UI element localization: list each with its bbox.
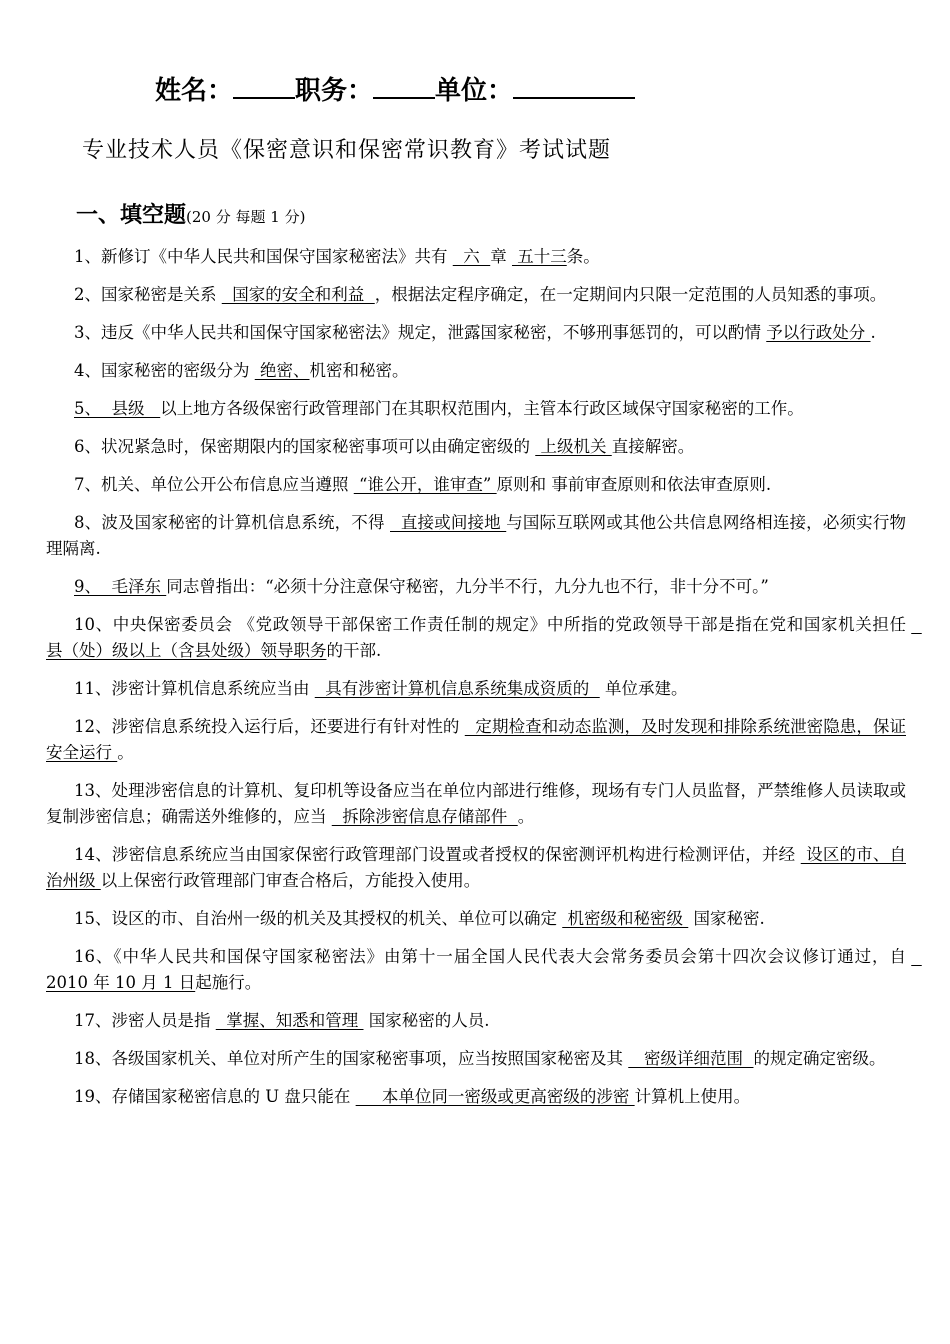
question-text: 19、存储国家秘密信息的 U 盘只能在 — [74, 1087, 356, 1106]
question-text: 计算机上使用。 — [634, 1087, 751, 1106]
answer-fill: 2010 年 10 月 1 日 — [46, 947, 922, 992]
section-heading-text: 一、填空题 — [76, 203, 187, 228]
question-text: 15、设区的市、自治州一级的机关及其授权的机关、单位可以确定 — [74, 909, 563, 928]
section-score-note: (20 分 每题 1 分) — [186, 208, 306, 226]
question-item — [46, 612, 922, 664]
question-text: 章 — [490, 247, 512, 266]
question-item — [46, 574, 906, 600]
question-item — [46, 1046, 906, 1072]
answer-fill: 机密级和秘密级 — [562, 909, 689, 928]
question-item — [46, 944, 922, 996]
question-text: 16、《中华人民共和国保守国家秘密法》由第十一届全国人民代表大会常务委员会第十四次会议修订通过，自 — [74, 947, 912, 966]
question-item — [46, 510, 906, 562]
question-item — [46, 472, 906, 498]
answer-fill: 拆除涉密信息存储部件 — [331, 807, 518, 826]
answer-fill: 绝密、 — [254, 361, 310, 380]
position-label: 职务： — [295, 76, 374, 106]
question-text: 机密和秘密。 — [309, 361, 409, 380]
question-text: 1、新修订《中华人民共和国保守国家秘密法》共有 — [74, 247, 453, 266]
question-item — [46, 906, 906, 932]
question-text: 12、涉密信息系统投入运行后，还要进行有针对性的 — [74, 717, 465, 736]
question-text: 单位承建。 — [599, 679, 688, 698]
question-item — [46, 396, 906, 422]
question-item — [46, 842, 906, 894]
question-text: 与国际互联网或其他公共信息网络相连接，必须实行物理隔离. — [46, 513, 906, 558]
exam-title: 专业技术人员《保密意识和保密常识教育》考试试题 — [82, 138, 612, 163]
question-list — [46, 244, 922, 1122]
question-item — [46, 358, 906, 384]
question-text: 18、各级国家机关、单位对所产生的国家秘密事项，应当按照国家秘密及其 — [74, 1049, 629, 1068]
answer-fill: 予以行政处分 — [766, 323, 871, 342]
answer-fill: 密级详细范围 — [628, 1049, 754, 1068]
question-text: ，根据法定程序确定，在一定期间内只限一定范围的人员知悉的事项。 — [374, 285, 887, 304]
question-item — [46, 244, 906, 270]
answer-fill: 具有涉密计算机信息系统集成资质的 — [314, 679, 600, 698]
section-heading — [76, 198, 305, 229]
name-blank[interactable] — [233, 75, 295, 99]
question-text: 起施行。 — [195, 973, 262, 992]
answer-fill: 县（处）级以上（含县处级）领导职务 — [46, 615, 922, 660]
answer-fill: 五十三 — [511, 247, 567, 266]
question-text: 2、国家秘密是关系 — [74, 285, 222, 304]
question-text: 直接解密。 — [611, 437, 695, 456]
answer-fill: 定期检查和动态监测，及时发现和排除系统泄密隐患，保证安全运行 — [46, 717, 906, 762]
question-text: 6、状况紧急时，保密期限内的国家秘密事项可以由确定密级的 — [74, 437, 536, 456]
question-text: 8、波及国家秘密的计算机信息系统，不得 — [74, 513, 391, 532]
answer-fill: 直接或间接地 — [390, 513, 507, 532]
answer-fill: 设区的市、自治州级 — [46, 845, 906, 890]
answer-fill: 5、 县级 — [74, 399, 161, 418]
question-text: 以上保密行政管理部门审查合格后，方能投入使用。 — [100, 871, 481, 890]
question-text: 条。 — [566, 247, 600, 266]
question-text: 的干部. — [326, 641, 382, 660]
question-text: 的规定确定密级。 — [753, 1049, 886, 1068]
question-text: 以上地方各级保密行政管理部门在其职权范围内，主管本行政区域保守国家秘密的工作。 — [160, 399, 804, 418]
question-item — [46, 1084, 906, 1110]
question-text: 原则和 事前审查原则和依法审查原则. — [496, 475, 772, 494]
answer-fill: 本单位同一密级或更高密级的涉密 — [355, 1087, 635, 1106]
question-item — [46, 320, 906, 346]
question-text: 。 — [517, 807, 535, 826]
question-text: 10、中央保密委员会 《党政领导干部保密工作责任制的规定》中所指的党政领导干部是指在党和国家机关担任 — [74, 615, 912, 634]
question-text: 4、国家秘密的密级分为 — [74, 361, 255, 380]
answer-fill: 9、 毛泽东 — [74, 577, 167, 596]
question-text: 14、涉密信息系统应当由国家保密行政管理部门设置或者授权的保密测评机构进行检测评估，并经 — [74, 845, 801, 864]
question-text: 17、涉密人员是指 — [74, 1011, 216, 1030]
question-text: 国家秘密. — [688, 909, 765, 928]
answer-fill: 掌握、知悉和管理 — [215, 1011, 364, 1030]
name-label: 姓名： — [155, 76, 234, 106]
question-text: 13、处理涉密信息的计算机、复印机等设备应当在单位内部进行维修，现场有专门人员监督，严禁维修人员读取或复制涉密信息；确需送外维修的，应当 — [46, 781, 906, 826]
question-item — [46, 1008, 906, 1034]
answer-fill: 国家的安全和利益 — [221, 285, 375, 304]
question-item — [46, 282, 906, 308]
question-item — [46, 434, 906, 460]
question-item — [46, 676, 906, 702]
unit-blank[interactable] — [513, 75, 635, 99]
question-item — [46, 714, 906, 766]
question-text: 。 — [117, 743, 134, 762]
question-text: 7、机关、单位公开公布信息应当遵照 — [74, 475, 354, 494]
question-item — [46, 778, 906, 830]
answer-fill: 上级机关 — [535, 437, 612, 456]
unit-label: 单位： — [435, 76, 514, 106]
question-text: 国家秘密的人员. — [363, 1011, 490, 1030]
question-text: 11、涉密计算机信息系统应当由 — [74, 679, 315, 698]
personal-info-header — [155, 70, 635, 107]
answer-fill: “谁公开，谁审查” — [353, 475, 497, 494]
question-text: 同志曾指出：“必须十分注意保守秘密，九分半不行，九分九也不行，非十分不可。” — [166, 577, 769, 596]
question-text: 3、违反《中华人民共和国保守国家秘密法》规定，泄露国家秘密，不够刑事惩罚的，可以酌情 — [74, 323, 767, 342]
answer-fill: 六 — [452, 247, 491, 266]
position-blank[interactable] — [373, 75, 435, 99]
question-text: . — [870, 323, 876, 342]
